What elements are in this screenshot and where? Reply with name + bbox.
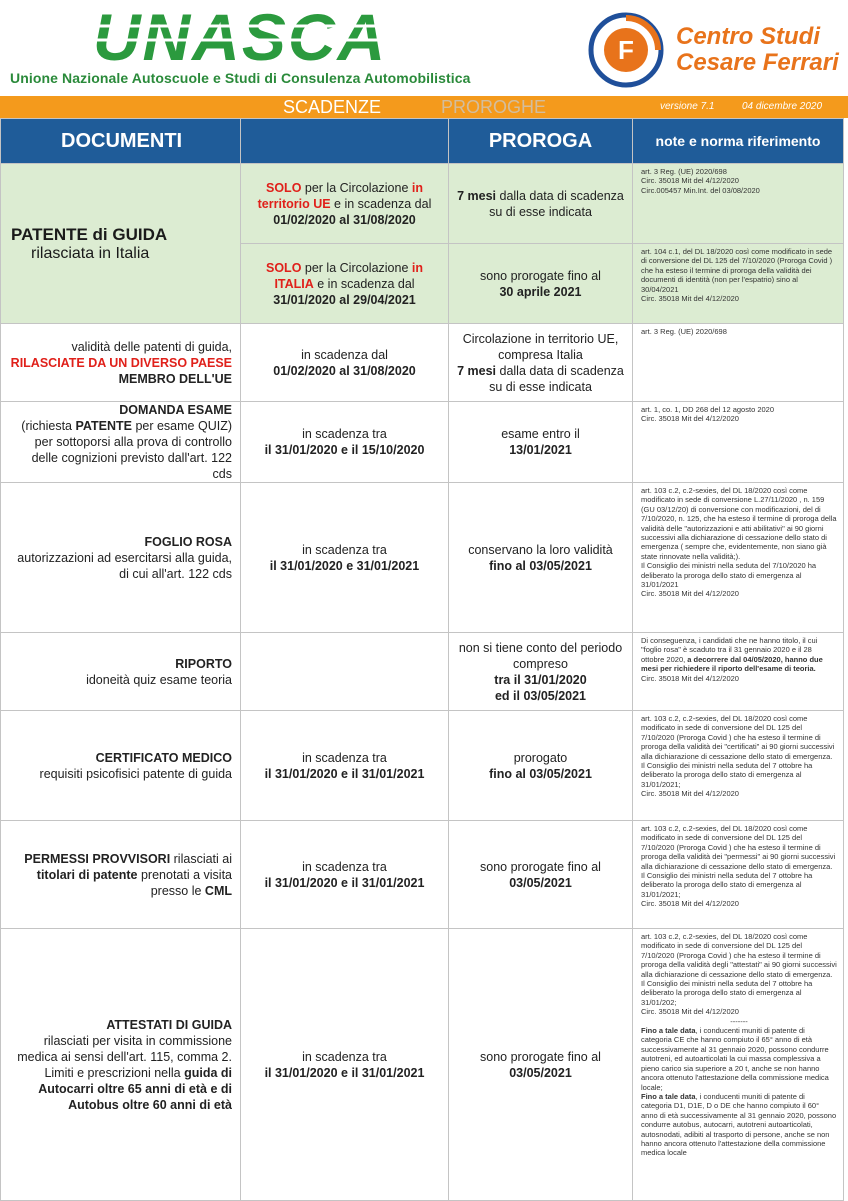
note-cell <box>633 633 844 711</box>
scadenza-cell <box>241 402 449 483</box>
text: e in scadenza dal <box>313 276 415 291</box>
text: guida di Autocarri oltre 65 anni di età e di Autobus oltre 60 anni di età <box>38 1065 232 1112</box>
text: 03/05/2021 <box>509 875 572 890</box>
text: titolari di patente <box>36 867 138 882</box>
text: il 31/01/2020 e il 31/01/2021 <box>264 1065 425 1080</box>
note-cell: art. 1, co. 1, DD 268 del 12 agosto 2020 Circ. 35018 Mit del 4/12/2020 <box>633 402 844 483</box>
text: art. 103 c.2, c.2-sexies, del DL 18/2020 così come modificato in sede di conversione del DL 125 del 7/10/2020 (Proroga Covid ) che ha esteso il termine di proroga della validità degli "attestati" ai 90 giorni successivi alla dichiarazione di cessazione dello stato di emergenza. Il Consiglio dei ministri nella seduta del 7 ottobre ha deliberato la proroga dello stato di emergenza al 31/01/202; Circ. 35018 Mit del 4/12/2020 <box>641 932 837 1017</box>
scadenza-cell <box>241 711 449 821</box>
text: sono prorogate fino al <box>480 268 601 283</box>
text: e in scadenza dal <box>330 196 432 211</box>
text: ATTESTATI DI GUIDA <box>106 1017 232 1032</box>
text: in scadenza tra <box>302 427 387 441</box>
header-note: note e norma riferimento <box>633 119 844 164</box>
deadlines-table <box>0 118 844 1201</box>
version-date: 04 dicembre 2020 <box>742 101 823 112</box>
text: Circ. 35018 Mit del 4/12/2020 <box>641 673 739 683</box>
text: MEMBRO DELL'UE <box>118 371 232 386</box>
patente-r1-scadenza <box>241 164 449 244</box>
table-header-row <box>1 119 844 164</box>
text: per la Circolazione <box>301 260 412 275</box>
text: (richiesta <box>21 419 76 433</box>
version-label: versione 7.1 <box>660 101 715 112</box>
scadenza-cell <box>241 633 449 711</box>
patente-r2-scadenza <box>241 244 449 324</box>
dates: 01/02/2020 al 31/08/2020 <box>273 212 416 227</box>
text: ------- <box>730 1016 748 1026</box>
text: esame entro il <box>501 427 580 441</box>
text: il 31/01/2020 e il 31/01/2021 <box>264 875 425 890</box>
note-cell: art. 3 Reg. (UE) 2020/698 <box>633 324 844 402</box>
doc-cell <box>1 711 241 821</box>
text: fino al 03/05/2021 <box>489 766 592 781</box>
text: Circolazione in territorio UE, compresa Italia <box>462 331 619 362</box>
proroga-cell <box>449 929 633 1201</box>
note-cell: art. 103 c.2, c.2-sexies, del DL 18/2020 così come modificato in sede di conversione L.27/11/2020 , n. 159 (GU 03/12/20) di conversione con modificazioni, del di 7/10/2020, n. 125, che ha esteso il termine di proroga della validità delle "autorizzazioni e atti abilitativi" ai 90 giorni successivi alla dichiarazione di cessazione dello stato di emergenza ( sempre che, evidentemente, non siano già state rinnovate nella validità;). Il Consiglio dei ministri nella seduta del 7/10/2020 ha deliberato la proroga dello stato di emergenza al 31/01/2021 Circ. 35018 Mit del 4/12/2020 <box>633 483 844 633</box>
text: in scadenza tra <box>302 859 387 874</box>
proroga-cell <box>449 402 633 483</box>
scadenza-cell <box>241 929 449 1201</box>
patente-subtitle: rilasciata in Italia <box>31 244 150 262</box>
text: RIPORTO <box>175 656 232 671</box>
unasca-logo-text: UNASCA <box>92 6 388 68</box>
scadenza-cell <box>241 483 449 633</box>
text: 30 aprile 2021 <box>499 284 582 299</box>
text: in scadenza tra <box>302 542 387 557</box>
text: PATENTE <box>75 419 132 433</box>
scadenza-cell <box>241 821 449 929</box>
doc-cell <box>1 324 241 402</box>
text: 03/05/2021 <box>509 1065 572 1080</box>
text: non si tiene conto del periodo compreso <box>458 640 623 671</box>
table-row <box>1 633 844 711</box>
unasca-logo <box>55 6 425 68</box>
text: dalla data di scadenza su di esse indicata <box>489 188 624 219</box>
note-cell: art. 103 c.2, c.2-sexies, del DL 18/2020 così come modificato in sede di conversione del DL 125 del 7/10/2020 (Proroga Covid ) che ha esteso il termine di proroga della validità dei "certificati" ai 90 giorni successivi alla dichiarazione di cessazione dello stato di emergenza. Il Consiglio dei ministri nella seduta del 7 ottobre ha deliberato la proroga dello stato di emergenza al 31/01/2021; Circ. 35018 Mit del 4/12/2020 <box>633 711 844 821</box>
patente-r1-proroga <box>449 164 633 244</box>
scadenze-label: SCADENZE <box>283 97 382 117</box>
centro-studi-logo-icon <box>588 12 664 88</box>
page-header <box>0 0 848 96</box>
table-row <box>1 711 844 821</box>
text: 01/02/2020 al 31/08/2020 <box>273 363 416 378</box>
text: CERTIFICATO MEDICO <box>95 750 232 765</box>
note-cell: art. 103 c.2, c.2-sexies, del DL 18/2020 così come modificato in sede di conversione del DL 125 del 7/10/2020 (Proroga Covid ) che ha esteso il termine di proroga della validità dei "permessi" ai 90 giorni successivi alla dichiarazione di cessazione dello stato di emergenza. Il Consiglio dei ministri nella seduta del 7 ottobre ha deliberato la proroga dello stato di emergenza al 31/01/2021; Circ. 35018 Mit del 4/12/2020 <box>633 821 844 929</box>
patente-r2-proroga <box>449 244 633 324</box>
table-row <box>1 324 844 402</box>
text: prenotati a visita presso le <box>137 867 232 898</box>
unasca-subtitle: Unione Nazionale Autoscuole e Studi di Consulenza Automobilistica <box>10 70 471 86</box>
text: rilasciati ai <box>170 851 232 866</box>
scadenza-cell <box>241 324 449 402</box>
text: dalla data di scadenza su di esse indicata <box>489 363 624 394</box>
header-documenti: DOCUMENTI <box>1 119 241 164</box>
solo-label: SOLO <box>266 260 302 275</box>
text: requisiti psicofisici patente di guida <box>39 766 232 781</box>
text: FOGLIO ROSA <box>144 534 232 549</box>
text: validità delle patenti di guida, <box>71 339 232 354</box>
svg-text:F: F <box>618 35 634 65</box>
text: rilasciati per visita in commissione medica ai sensi dell'art. 115, comma 2. Limiti e prescrizioni nella <box>17 1033 232 1080</box>
centro-studi-line1: Centro Studi <box>676 23 820 50</box>
text: sono prorogate fino al <box>480 859 601 874</box>
text: sono prorogate fino al <box>480 1049 601 1064</box>
text: per la Circolazione <box>301 180 412 195</box>
centro-studi-name <box>676 24 839 76</box>
centro-studi-line2: Cesare Ferrari <box>676 49 839 76</box>
table-row <box>1 402 844 483</box>
text: 7 mesi <box>457 363 497 378</box>
table-row <box>1 164 844 244</box>
text: Di conseguenza, i candidati che ne hanno titolo, il cui "foglio rosa" è scaduto tra il 31 gennaio 2020 e il 28 ottobre 2020, <box>641 636 818 664</box>
text: in scadenza tra <box>302 1049 387 1064</box>
patente-cell <box>1 164 241 324</box>
version-bar <box>0 96 848 118</box>
doc-cell <box>1 821 241 929</box>
proroga-cell <box>449 711 633 821</box>
table-row <box>1 483 844 633</box>
patente-r1-note: art. 3 Reg. (UE) 2020/698 Circ. 35018 Mit del 4/12/2020 Circ.005457 Min.Int. del 03/08/2020 <box>633 164 844 244</box>
note-cell <box>633 929 844 1201</box>
text: , i conducenti muniti di patente di categoria D1, D1E, D o DE che hanno compiuto il 60° anno di età successivamente al 31 gennaio 2020, possono condurre autobus, autocarri, autotreni autoarticolati, autosnodati, adibiti al trasporto di persone, anche se non hanno ancora ottenuto l'attestazione della commissione medica locale <box>641 1091 837 1158</box>
text: per esame QUIZ) per sottoporsi alla prova di controllo delle cognizioni previsto dall'art. 122 cds <box>31 419 232 481</box>
dates: 31/01/2020 al 29/04/2021 <box>273 292 416 307</box>
patente-title: PATENTE di GUIDA <box>11 224 168 244</box>
italia-label: in ITALIA <box>274 260 423 291</box>
note-paragraph <box>641 1026 837 1092</box>
proroga-cell <box>449 821 633 929</box>
text: in scadenza tra <box>302 750 387 765</box>
proroga-cell <box>449 324 633 402</box>
text: conservano la loro validità <box>468 542 613 557</box>
text: a decorrere dal 04/05/2020, hanno due mesi per richiedere il riporto dell'esame di teoria. <box>641 654 823 674</box>
doc-cell <box>1 929 241 1201</box>
text: , i conducenti muniti di patente di categoria CE che hanno compiuto il 65° anno di età successivamente al 31 gennaio 2020, possono condurre autotreni, ed autoarticolati la cui massa complessiva a pieno carico sia superiore a 20 t, anche se non hanno ancora ottenuto l'attestazione della commissione medica locale; <box>641 1026 829 1092</box>
proroghe-label: PROROGHE <box>441 97 547 117</box>
text: idoneità quiz esame teoria <box>86 672 232 687</box>
text: tra il 31/01/2020 <box>494 672 587 687</box>
text: il 31/01/2020 e il 31/01/2021 <box>264 766 425 781</box>
text: DOMANDA ESAME <box>119 403 232 417</box>
doc-cell <box>1 483 241 633</box>
solo-label: SOLO <box>266 180 302 195</box>
text: PERMESSI PROVVISORI <box>24 851 171 866</box>
text: fino al 03/05/2021 <box>489 558 592 573</box>
text: RILASCIATE DA UN DIVERSO PAESE <box>10 355 232 370</box>
text: autorizzazioni ad esercitarsi alla guida, di cui all'art. 122 cds <box>17 550 232 581</box>
text: 7 mesi <box>457 188 497 203</box>
header-scadenza <box>241 119 449 164</box>
doc-cell <box>1 402 241 483</box>
text: ed il 03/05/2021 <box>494 688 587 703</box>
header-proroga: PROROGA <box>449 119 633 164</box>
doc-cell <box>1 633 241 711</box>
patente-r2-note: art. 104 c.1, del DL 18/2020 così come modificato in sede di conversione del DL 125 del 7/10/2020 (Proroga Covid ) che ha esteso il termine di proroga della validità dei documenti di identità (non per l'espatrio) sino al 30/04/2021 Circ. 35018 Mit del 4/12/2020 <box>633 244 844 324</box>
table-row <box>1 929 844 1201</box>
text: CML <box>204 883 232 898</box>
note-paragraph <box>641 1092 837 1158</box>
text: il 31/01/2020 e 31/01/2021 <box>269 558 420 573</box>
text: Fino a tale data <box>641 1026 696 1036</box>
proroga-cell <box>449 633 633 711</box>
text: 13/01/2021 <box>509 443 572 457</box>
text: Fino a tale data <box>641 1091 696 1101</box>
table-row <box>1 821 844 929</box>
text: in scadenza dal <box>301 347 388 362</box>
territorio-label: in territorio UE <box>257 180 423 211</box>
text: il 31/01/2020 e il 15/10/2020 <box>264 443 425 457</box>
text: prorogato <box>513 750 568 765</box>
proroga-cell <box>449 483 633 633</box>
